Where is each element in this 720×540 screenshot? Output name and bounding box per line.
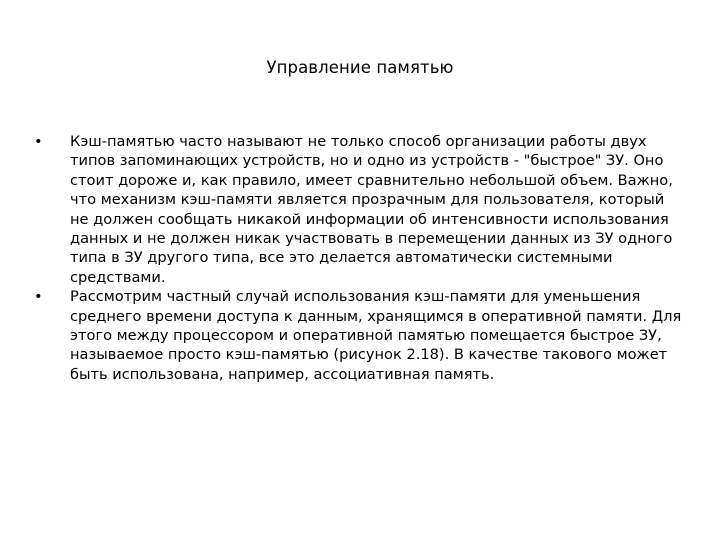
slide-title: Управление памятью	[266, 58, 454, 77]
bullet-text: Кэш-памятью часто называют не только способ организации работы двух типов запоминающих устройств, но и одно из устройств - "быстрое" ЗУ. Оно стоит дороже и, как правило, имеет сравнительно небольшой объем. Важно, что механизм кэш-памяти является прозрачным для пользователя, который не должен сообщать никакой информации об интенсивности использования данных и не должен никак участвовать в перемещении данных из ЗУ одного типа в ЗУ другого типа, все это делается автоматически системными средствами.	[70, 133, 673, 286]
bullet-text: Рассмотрим частный случай использования кэш-памяти для уменьшения среднего времени доступа к данным, хранящимся в оперативной памяти. Для этого между процессором и оперативной памятью помещается быстрое ЗУ, называемое просто кэш-памятью (рисунок 2.18). В качестве такового может быть использована, например, ассоциативная память.	[70, 288, 682, 383]
bullet-icon: •	[34, 288, 43, 306]
bullet-list	[34, 132, 684, 384]
bullet-item-cache-example	[34, 287, 684, 384]
bullet-icon: •	[34, 133, 43, 150]
bullet-item-cache-definition	[34, 132, 684, 287]
